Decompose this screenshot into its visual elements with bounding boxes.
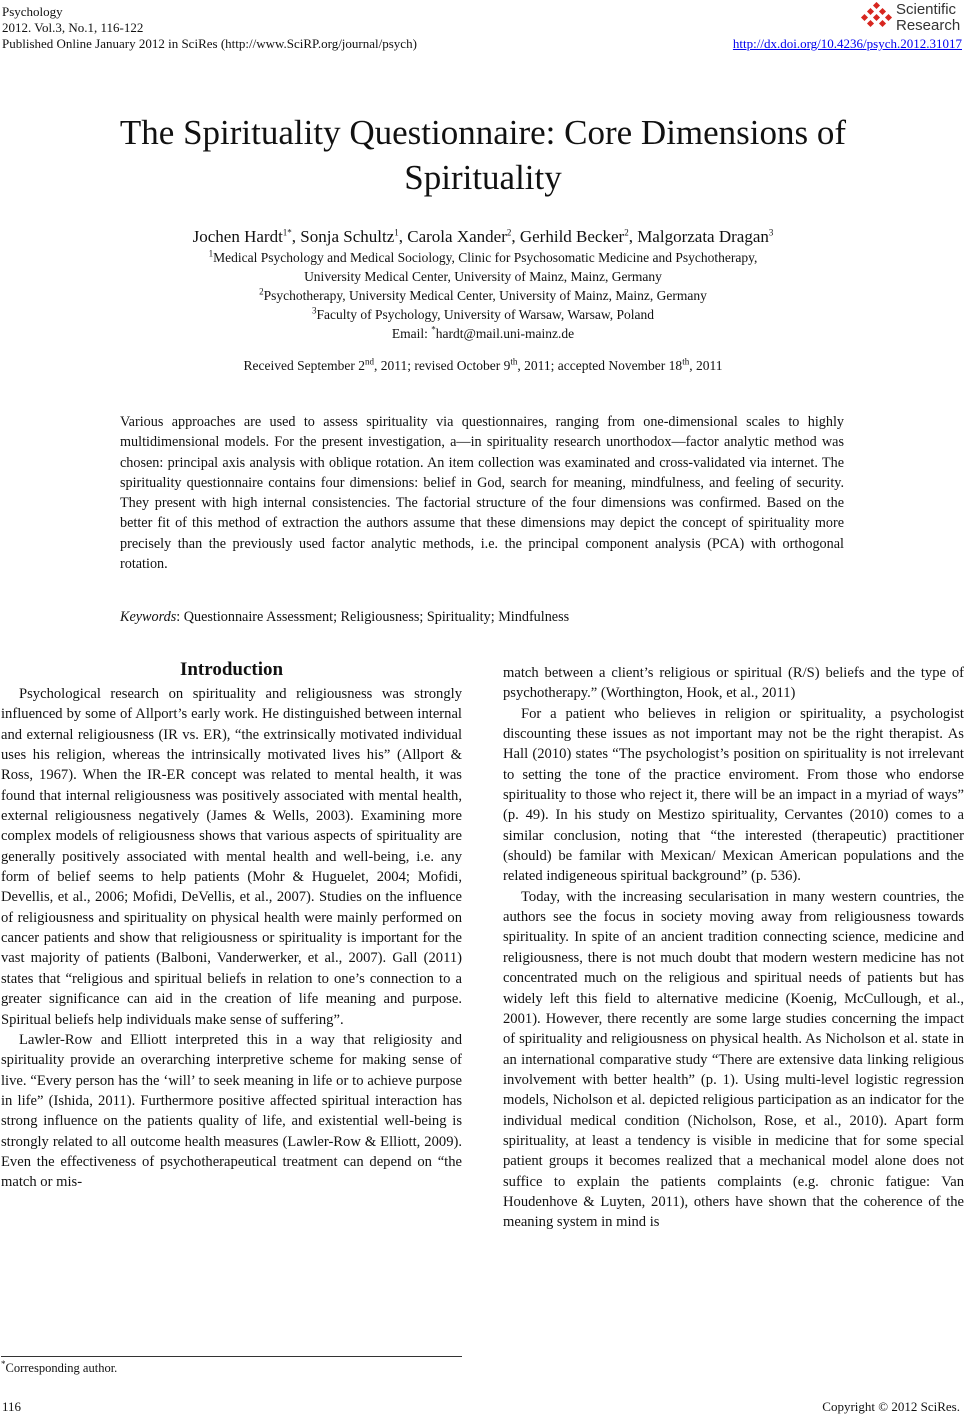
journal-header bbox=[2, 4, 417, 52]
affiliation-text: Medical Psychology and Medical Sociology, Clinic for Psychosomatic Medicine and Psychotherapy, bbox=[213, 250, 758, 265]
paragraph: Lawler-Row and Elliott interpreted this in a way that religiosity and spirituality provide an overarching interpretive scheme for making sense of live. “Every person has the ‘will’ to seek meaning in life or to achieve purpose in life” (Ishida, 2011). Furthermore positive affected spiritual interaction has strong influence on the patients quality of life, and existential well-being is strongly related to all outcome health measures (Lawler-Row & Elliott, 2009). Even the effectiveness of psychotherapeutical treatment can depend on “the match or mis- bbox=[1, 1031, 462, 1191]
copyright: Copyright © 2012 SciRes. bbox=[822, 1399, 960, 1414]
keywords-list: : Questionnaire Assessment; Religiousness; Spirituality; Mindfulness bbox=[176, 609, 570, 625]
footnote bbox=[1, 1358, 118, 1376]
author-name: Malgorzata Dragan bbox=[637, 227, 769, 246]
author-name: Sonja Schultz bbox=[300, 227, 395, 246]
paragraph: Psychological research on spirituality and religiousness was strongly influenced by some of Allport’s early work. He distinguished between internal and external religiousness (IR vs. ER), “the extrinsically motivated individual uses his religion, whereas the intrinsically motivated lives his” (Allport & Ross, 1967). When the IR-ER concept was related to mental health, it was found that internal religiousness was positively associated with mental health, external religiousness negatively (James & Wells, 2003). Examining more complex models of religiousness shows that various aspects of spirituality are generally positively associated with mental health and well-being, i.e. any form of belief seems to help patients (Mohr & Huguelet, 2004; Mofidi, Devellis, et al., 2006; Mofidi, DeVellis, et al., 2007). Studies on the influence of religiousness and spirituality on physical health were mainly performed on cancer patients and show that religiousness or spirituality is important for the vast majority of patients (Balboni, Vanderwerker, et al., 2007). Gall (2011) states that “religious and spiritual beliefs in relation to one’s connection to a greater significance can aid in the creation of life meaning and purpose. Spiritual beliefs help individuals make sense of suffering”. bbox=[1, 686, 462, 1028]
author-sup: 2 bbox=[506, 227, 512, 238]
journal-volume: 2012. Vol.3, No.1, 116-122 bbox=[2, 20, 144, 35]
email-label: Email: bbox=[391, 326, 432, 341]
revised-text: , 2011; revised October 9 bbox=[374, 358, 511, 373]
author-list: Jochen Hardt$^{1*}$, Sonja Schultz$^1$, Carola Xander$^2$, Gerhild Becker$^2$, Malgorzata Dragan$^3$ bbox=[192, 227, 774, 246]
keywords bbox=[120, 609, 569, 626]
author-name: Gerhild Becker bbox=[519, 227, 625, 246]
year-text: , 2011 bbox=[689, 358, 723, 373]
received-dates bbox=[0, 358, 966, 374]
ordinal-sup: th bbox=[682, 356, 690, 367]
affiliation-sup: 2 bbox=[259, 286, 264, 297]
author-sup: 2 bbox=[624, 227, 629, 238]
email-line bbox=[0, 324, 966, 343]
ordinal-sup: th bbox=[510, 356, 518, 367]
footnote-text: Corresponding author. bbox=[5, 1361, 118, 1375]
journal-name: Psychology bbox=[2, 4, 63, 19]
title-line-1: The Spirituality Questionnaire: Core Dimensions of bbox=[119, 113, 847, 152]
right-column bbox=[503, 663, 964, 1233]
author-name: Jochen Hardt bbox=[192, 227, 283, 246]
paper-title bbox=[0, 110, 966, 200]
scientific-research-logo bbox=[860, 0, 964, 36]
ordinal-sup: nd bbox=[365, 356, 374, 367]
footnote-sup: * bbox=[1, 1358, 6, 1369]
received-text: Received September 2 bbox=[243, 358, 365, 373]
affiliation-2 bbox=[0, 286, 966, 305]
logo-text-scientific: Scientific bbox=[896, 1, 957, 18]
author-name: Carola Xander bbox=[407, 227, 507, 246]
email-address[interactable]: hardt@mail.uni-mainz.de bbox=[435, 326, 575, 341]
affiliation-1 bbox=[0, 248, 966, 267]
affiliation-sup: 1 bbox=[208, 248, 214, 259]
accepted-text: , 2011; accepted November 18 bbox=[517, 358, 683, 373]
author-sup: 3 bbox=[768, 227, 774, 238]
paragraph: match between a client’s religious or spiritual (R/S) beliefs and the type of psychotherapy.” (Worthington, Hook, et al., 2011) bbox=[503, 665, 964, 702]
keywords-label: Keywords bbox=[120, 609, 177, 625]
published-online: Published Online January 2012 in SciRes (http://www.SciRP.org/journal/psych) bbox=[2, 36, 417, 51]
title-line-2: Spirituality bbox=[404, 158, 562, 197]
logo-text-research: Research bbox=[896, 17, 961, 34]
section-heading-introduction: Introduction bbox=[179, 659, 284, 680]
paragraph: Today, with the increasing secularisation in many western countries, the authors see the focus in society moving away from religiousness towards spirituality. In spite of an ancient tradition connecting science, medicine and religiousness, there is not much doubt that modern western medicine has not concentrated much on the religious and spiritual needs of patients but has widely left this field to alternative medicine (Koenig, McCullough, et al., 2001). However, there recently are some large studies concerning the impact of spirituality and religiousness on physical health. As Nicholson et al. state in an international comparative study “There are extensive data linking religious involvement with better health” (p. 1). Using multi-level logistic regression models, Nicholson et al. depicted religious participation as an indicator for the individual medical condition (Nicholson, Rose, et al., 2010). Apart form spirituality, at least a tendency is visible in medicine that for some special patient groups it becomes realized that a mechanical model alone does not suffice to explain the patients complaints (e.g. chronic fatigue: Van Houdenhove & Luyten, 2011), others have shown that the coherence of the meaning system in mind is bbox=[503, 888, 964, 1231]
affiliation-3 bbox=[0, 305, 966, 324]
author-sup: 1 bbox=[394, 227, 399, 238]
abstract: Various approaches are used to assess spirituality via questionnaires, ranging from one-dimensional scales to highly multidimensional models. For the present investigation, a—in spirituality research unorthodox—factor analytic method was chosen: principal axis analysis with oblique rotation. An item collection was examinated and cross-validated via internet. The spirituality questionnaire contains four dimensions: belief in God, search for meaning, mindfulness, and feeling of security. They present with high internal consistencies. The factorial structure of the four dimensions was confirmed. Based on the better fit of this method of extraction the authors assume that these dimensions may depict the concept of spirituality more precisely than the previously used factor analytic methods, i.e. the principal component analysis (PCA) with orthogonal rotation. bbox=[120, 414, 844, 573]
author-sup: 1* bbox=[282, 227, 292, 238]
logo-diamond-icon bbox=[860, 2, 894, 32]
doi-link[interactable]: http://dx.doi.org/10.4236/psych.2012.31017 bbox=[732, 36, 962, 51]
affiliation-1-cont: University Medical Center, University of Mainz, Mainz, Germany bbox=[304, 269, 662, 284]
page-number: 116 bbox=[2, 1399, 22, 1414]
paragraph: For a patient who believes in religion or spirituality, a psychologist discounting these issues as not important may not be the right therapist. As Hall (2010) states “The psychologist’s position on spirituality is not irrelevant to setting the tone of the practice enviroment. From those who endorse spirituality to those who reject it, there will be an impact in a myriad of ways” (p. 49). In his study on Mestizo spirituality, Cervantes (2010) comes to a similar conclusion, noting that “the interested (therapeutic) practitioner (should) be familar with Mexican/ Mexican American populations and the related indigeneous spiritual background” (p. 536). bbox=[503, 705, 964, 885]
affiliation-sup: 3 bbox=[312, 305, 317, 316]
footnote-divider bbox=[1, 1356, 462, 1357]
affiliation-text: Faculty of Psychology, University of Warsaw, Warsaw, Poland bbox=[316, 307, 654, 322]
affiliations bbox=[0, 248, 966, 343]
left-column bbox=[1, 684, 462, 1193]
email-sup: * bbox=[431, 324, 436, 335]
affiliation-text: Psychotherapy, University Medical Center, University of Mainz, Mainz, Germany bbox=[263, 288, 707, 303]
